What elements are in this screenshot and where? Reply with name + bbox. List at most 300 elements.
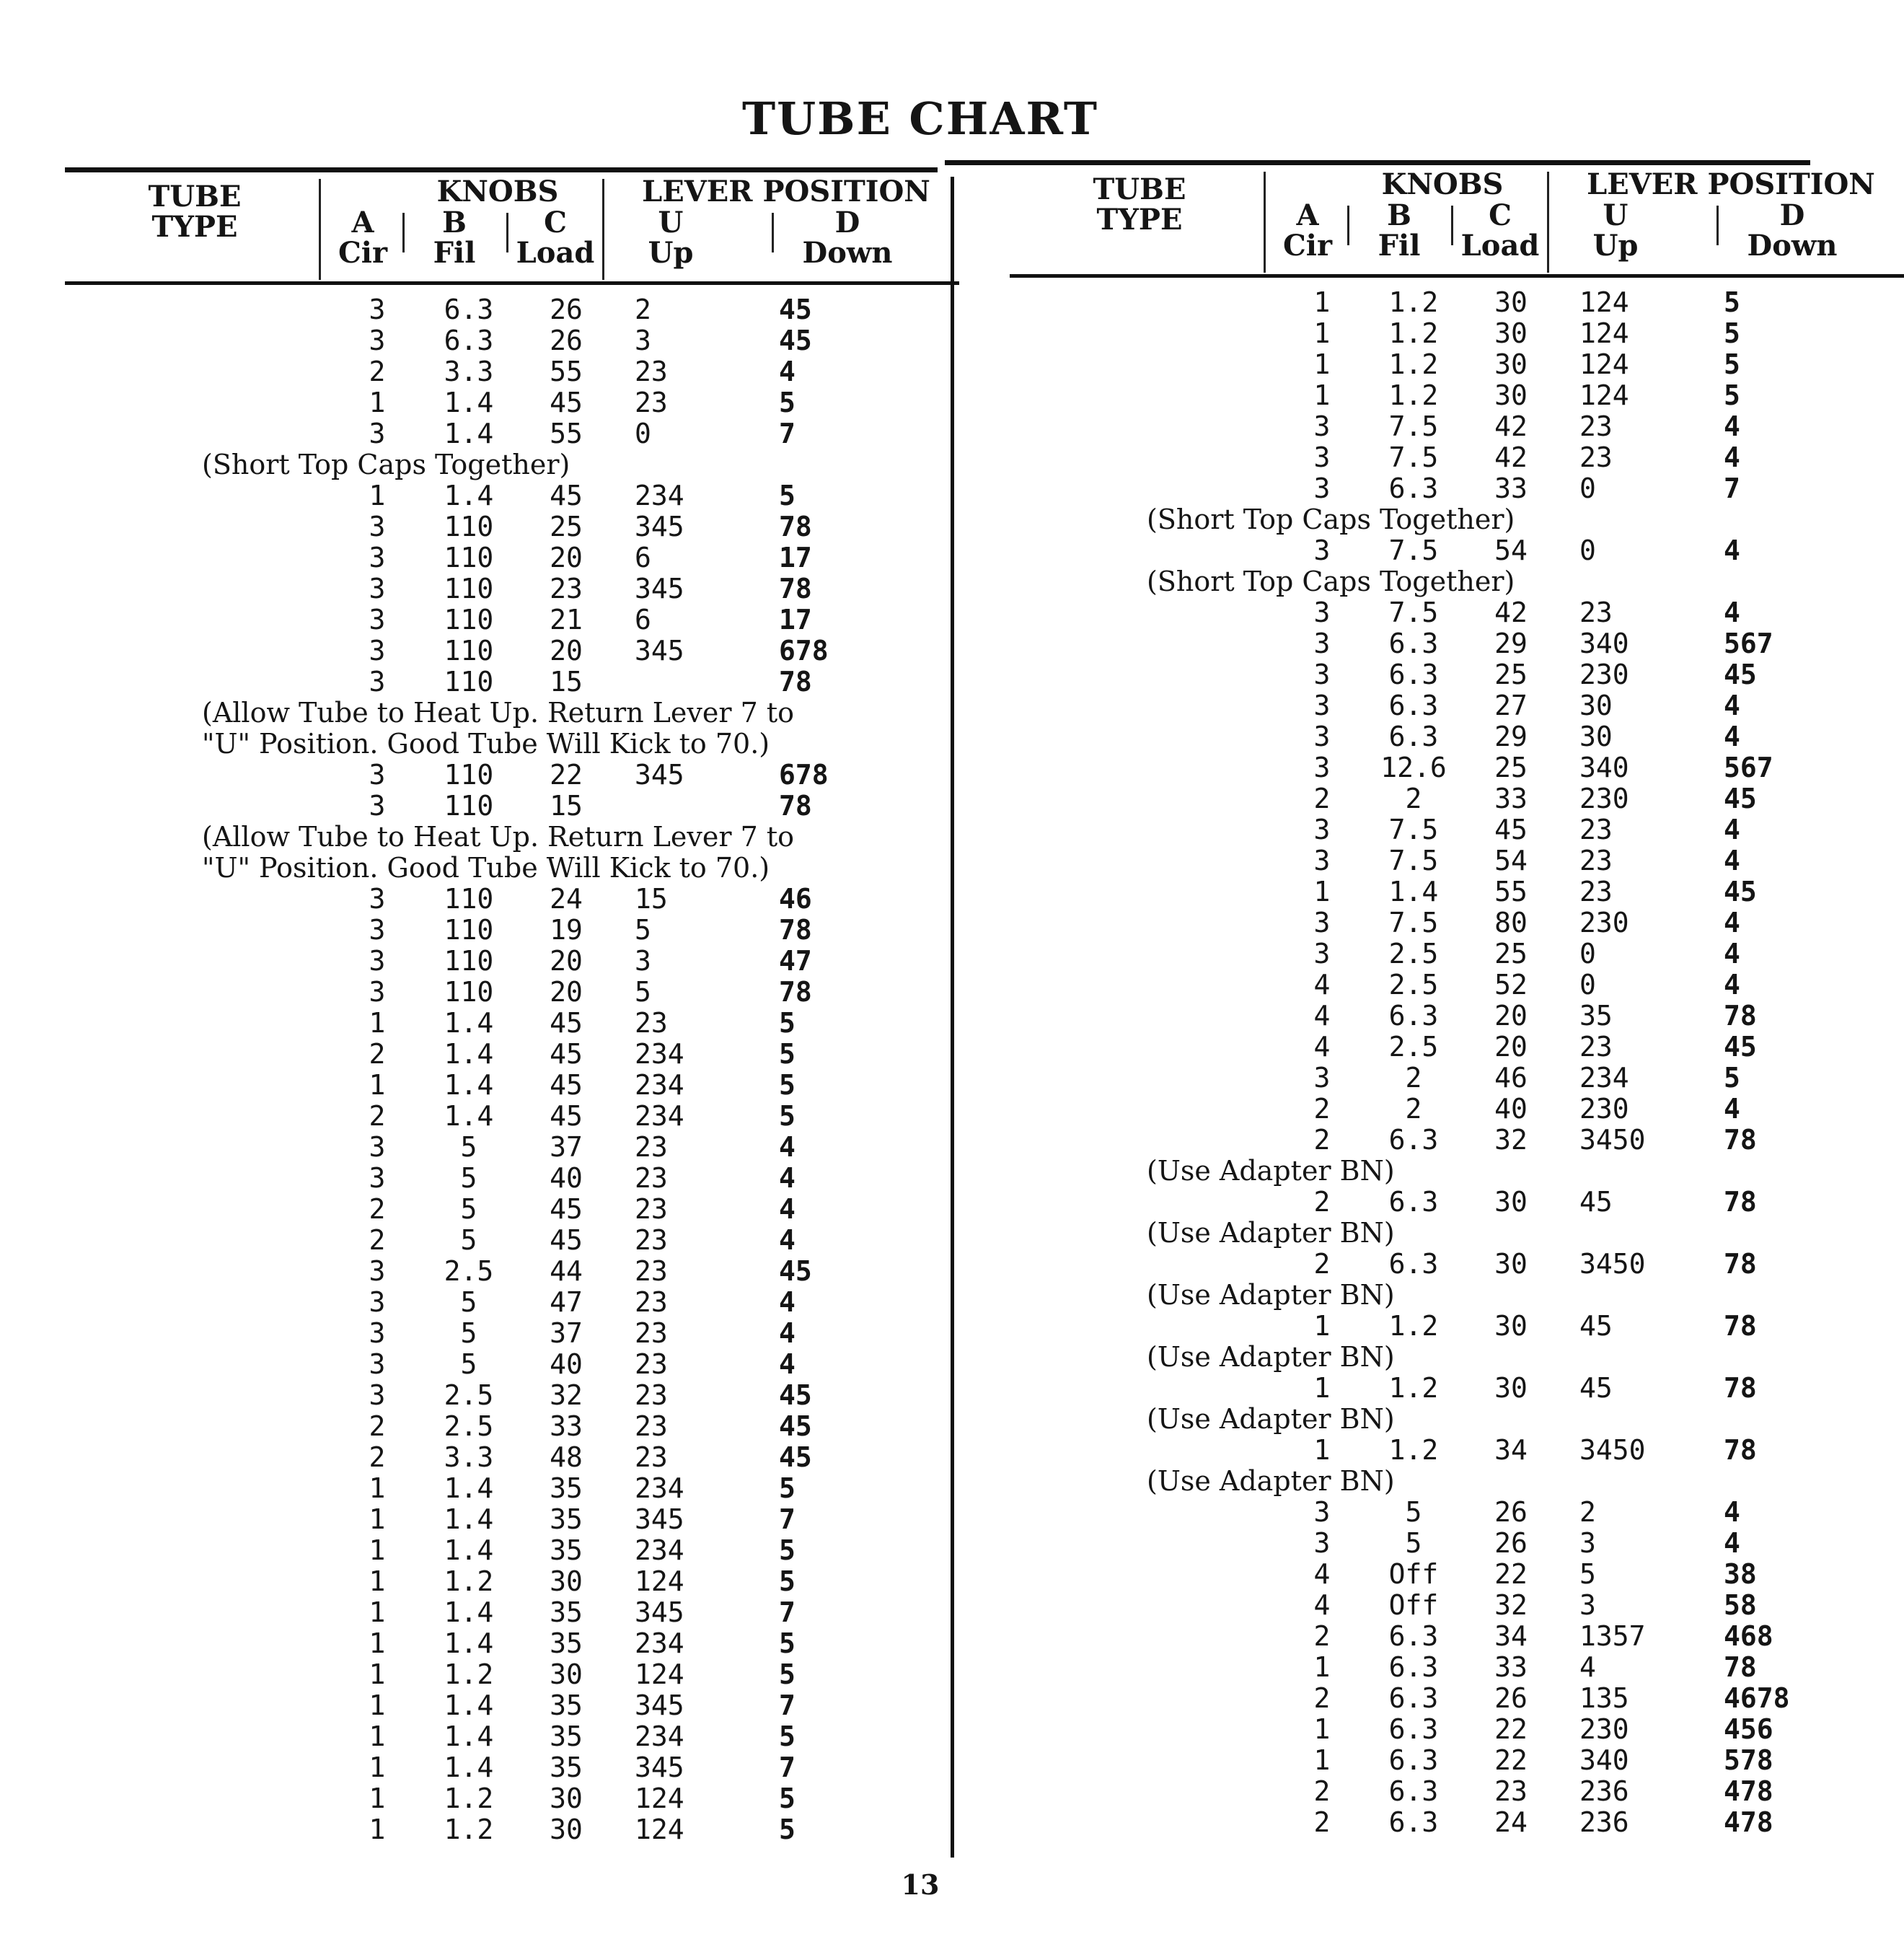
- table-row: [1010, 628, 1904, 659]
- cell-a: 3: [1313, 938, 1331, 970]
- cell-d: 4: [779, 1348, 795, 1380]
- cell-b: 110: [444, 914, 494, 946]
- cell-b: 6.3: [1388, 1651, 1439, 1683]
- cell-a: 1: [369, 480, 386, 511]
- cell-a: 3: [1313, 907, 1331, 939]
- cell-c: 47: [550, 1286, 583, 1318]
- cell-c: 33: [550, 1410, 583, 1442]
- cell-d: 78: [1724, 1310, 1757, 1342]
- cell-u: 234: [635, 1069, 684, 1101]
- table-row: [1010, 1559, 1904, 1590]
- cell-u: 124: [1579, 317, 1629, 349]
- cell-d: 5: [779, 1720, 795, 1752]
- cell-c: 26: [1494, 1527, 1528, 1559]
- cell-b: 110: [444, 945, 494, 977]
- cell-b: 7.5: [1388, 845, 1439, 876]
- col-u-header: U Up: [648, 206, 694, 270]
- cell-c: 45: [550, 1069, 583, 1101]
- cell-d: 4: [1724, 690, 1740, 721]
- left-table-body: [65, 294, 959, 1845]
- cell-d: 45: [779, 294, 812, 325]
- cell-c: 55: [550, 418, 583, 449]
- cell-a: 3: [369, 573, 386, 605]
- cell-b: 1.4: [444, 1100, 494, 1132]
- cell-c: 30: [1494, 379, 1528, 411]
- cell-u: 23: [635, 1162, 668, 1194]
- cell-u: 23: [635, 1441, 668, 1473]
- cell-d: 468: [1724, 1620, 1773, 1652]
- cell-u: 124: [1579, 286, 1629, 318]
- col-d-header: D Down: [1747, 198, 1838, 263]
- cell-u: 345: [635, 573, 684, 605]
- cell-b: 1.4: [444, 1720, 494, 1752]
- note-row: [65, 449, 959, 480]
- cell-b: 6.3: [1388, 721, 1439, 752]
- cell-c: 30: [550, 1565, 583, 1597]
- cell-a: 3: [1313, 814, 1331, 845]
- cell-b: 110: [444, 542, 494, 573]
- col-u-header: U Up: [1592, 198, 1639, 263]
- cell-b: 1.4: [444, 1038, 494, 1070]
- cell-d: 4: [1724, 721, 1740, 752]
- cell-u: 23: [1579, 876, 1613, 907]
- cell-c: 42: [1494, 410, 1528, 442]
- table-row: [65, 387, 959, 418]
- cell-a: 2: [369, 1441, 386, 1473]
- cell-d: 5: [779, 1472, 795, 1504]
- note-row: [65, 729, 959, 760]
- cell-b: 2.5: [1388, 938, 1439, 970]
- cell-d: 4: [779, 356, 795, 387]
- cell-c: 45: [1494, 814, 1528, 845]
- cell-d: 4: [1724, 845, 1740, 876]
- table-row: [65, 1535, 959, 1566]
- cell-c: 20: [550, 635, 583, 667]
- cell-a: 3: [369, 294, 386, 325]
- cell-c: 35: [550, 1472, 583, 1504]
- header-divider: [1264, 172, 1266, 273]
- cell-d: 5: [1724, 1062, 1740, 1094]
- cell-b: 7.5: [1388, 410, 1439, 442]
- cell-a: 3: [1313, 597, 1331, 628]
- table-row: [65, 1256, 959, 1287]
- table-row: [1010, 1621, 1904, 1652]
- cell-b: 6.3: [1388, 1124, 1439, 1156]
- cell-d: 5: [1724, 317, 1740, 349]
- row-note: (Short Top Caps Together): [202, 449, 570, 480]
- table-row: [65, 1070, 959, 1101]
- cell-a: 1: [369, 1658, 386, 1690]
- cell-u: 1357: [1579, 1620, 1646, 1652]
- cell-d: 4: [1724, 535, 1740, 566]
- cell-u: 230: [1579, 1093, 1629, 1125]
- cell-b: 5: [460, 1348, 477, 1380]
- cell-b: 6.3: [1388, 1620, 1439, 1652]
- cell-u: 0: [1579, 473, 1596, 504]
- table-row: [65, 791, 959, 822]
- cell-b: 5: [460, 1317, 477, 1349]
- cell-a: 1: [369, 1503, 386, 1535]
- cell-a: 3: [369, 1317, 386, 1349]
- row-note: (Use Adapter BN): [1147, 1465, 1395, 1497]
- table-row: [1010, 318, 1904, 349]
- cell-a: 1: [369, 387, 386, 418]
- cell-b: 6.3: [1388, 1775, 1439, 1807]
- cell-a: 2: [1313, 1620, 1331, 1652]
- cell-a: 1: [1313, 876, 1331, 907]
- cell-c: 25: [1494, 659, 1528, 690]
- knobs-header: KNOBS: [1381, 167, 1504, 201]
- cell-d: 45: [779, 325, 812, 356]
- cell-a: 3: [1313, 473, 1331, 504]
- cell-c: 32: [1494, 1124, 1528, 1156]
- cell-d: 4: [1724, 814, 1740, 845]
- row-note: "U" Position. Good Tube Will Kick to 70.): [202, 852, 770, 884]
- table-row: [1010, 1373, 1904, 1404]
- table-row: [65, 1225, 959, 1256]
- cell-d: 45: [779, 1379, 812, 1411]
- cell-d: 678: [779, 759, 829, 791]
- table-row: [65, 1008, 959, 1039]
- cell-u: 30: [1579, 721, 1613, 752]
- cell-c: 23: [1494, 1775, 1528, 1807]
- cell-u: 23: [635, 356, 668, 387]
- page-number: 13: [901, 1868, 940, 1901]
- table-row: [1010, 845, 1904, 876]
- table-row: [1010, 1497, 1904, 1528]
- cell-a: 1: [1313, 348, 1331, 380]
- cell-a: 1: [369, 1472, 386, 1504]
- cell-u: 345: [635, 635, 684, 667]
- cell-c: 25: [1494, 752, 1528, 783]
- cell-a: 3: [369, 635, 386, 667]
- cell-u: 234: [635, 1720, 684, 1752]
- cell-c: 20: [550, 945, 583, 977]
- cell-a: 1: [369, 1627, 386, 1659]
- cell-d: 78: [779, 976, 812, 1008]
- cell-b: Off: [1388, 1558, 1439, 1590]
- cell-u: 23: [1579, 410, 1613, 442]
- cell-b: 2: [1405, 1062, 1422, 1094]
- cell-c: 54: [1494, 535, 1528, 566]
- cell-a: 3: [369, 1131, 386, 1163]
- table-row: [1010, 1063, 1904, 1094]
- note-row: [1010, 1404, 1904, 1435]
- cell-u: 340: [1579, 628, 1629, 659]
- cell-b: 6.3: [1388, 1000, 1439, 1032]
- table-row: [65, 915, 959, 946]
- cell-c: 26: [550, 325, 583, 356]
- cell-a: 2: [369, 356, 386, 387]
- cell-d: 4: [1724, 1496, 1740, 1528]
- cell-a: 3: [369, 604, 386, 636]
- cell-d: 4: [779, 1193, 795, 1225]
- cell-d: 4: [1724, 410, 1740, 442]
- cell-b: 6.3: [1388, 1682, 1439, 1714]
- cell-c: 22: [1494, 1744, 1528, 1776]
- right-table-body: [1010, 287, 1904, 1838]
- row-note: (Use Adapter BN): [1147, 1403, 1395, 1435]
- cell-c: 24: [550, 883, 583, 915]
- cell-a: 3: [369, 666, 386, 698]
- cell-c: 30: [1494, 348, 1528, 380]
- table-row: [65, 1380, 959, 1411]
- cell-b: 1.2: [1388, 286, 1439, 318]
- cell-u: 234: [635, 1038, 684, 1070]
- cell-b: 1.2: [444, 1814, 494, 1845]
- cell-u: 4: [1579, 1651, 1596, 1683]
- cell-a: 2: [1313, 1186, 1331, 1218]
- table-row: [1010, 659, 1904, 690]
- cell-a: 1: [369, 1565, 386, 1597]
- cell-b: 7.5: [1388, 535, 1439, 566]
- cell-u: 230: [1579, 783, 1629, 814]
- cell-b: 1.4: [444, 1689, 494, 1721]
- cell-a: 1: [369, 1069, 386, 1101]
- cell-d: 4: [779, 1162, 795, 1194]
- cell-d: 5: [1724, 348, 1740, 380]
- cell-u: 234: [1579, 1062, 1629, 1094]
- table-row: [65, 977, 959, 1008]
- table-row: [65, 636, 959, 667]
- cell-b: 6.3: [1388, 1713, 1439, 1745]
- cell-c: 45: [550, 1193, 583, 1225]
- col-d-header: D Down: [802, 206, 893, 270]
- cell-u: 23: [635, 1131, 668, 1163]
- header-rule: [65, 281, 959, 285]
- cell-c: 30: [1494, 1186, 1528, 1218]
- cell-b: 1.4: [1388, 876, 1439, 907]
- table-row: [1010, 349, 1904, 380]
- top-rule-right: [945, 160, 1810, 165]
- cell-d: 5: [779, 1627, 795, 1659]
- cell-u: 45: [1579, 1310, 1613, 1342]
- table-row: [65, 1163, 959, 1194]
- cell-b: 1.2: [1388, 348, 1439, 380]
- table-row: [1010, 535, 1904, 566]
- cell-b: 110: [444, 573, 494, 605]
- cell-b: 110: [444, 790, 494, 822]
- cell-c: 42: [1494, 597, 1528, 628]
- cell-u: 5: [635, 976, 651, 1008]
- cell-b: 1.2: [1388, 1310, 1439, 1342]
- cell-a: 1: [1313, 1310, 1331, 1342]
- cell-a: 3: [1313, 752, 1331, 783]
- cell-u: 234: [635, 1534, 684, 1566]
- cell-c: 46: [1494, 1062, 1528, 1094]
- cell-a: 3: [369, 883, 386, 915]
- cell-c: 55: [550, 356, 583, 387]
- cell-d: 78: [779, 790, 812, 822]
- cell-d: 5: [779, 1814, 795, 1845]
- cell-a: 1: [369, 1783, 386, 1814]
- cell-d: 38: [1724, 1558, 1757, 1590]
- table-row: [1010, 1435, 1904, 1466]
- cell-a: 2: [1313, 1093, 1331, 1125]
- cell-c: 15: [550, 666, 583, 698]
- table-row: [1010, 1652, 1904, 1683]
- table-row: [1010, 1311, 1904, 1342]
- cell-u: 0: [1579, 938, 1596, 970]
- cell-u: 3450: [1579, 1248, 1646, 1280]
- note-row: [65, 853, 959, 884]
- cell-d: 456: [1724, 1713, 1773, 1745]
- cell-a: 1: [1313, 1434, 1331, 1466]
- cell-a: 1: [369, 1596, 386, 1628]
- cell-d: 17: [779, 542, 812, 573]
- cell-d: 45: [1724, 659, 1757, 690]
- cell-d: 7: [779, 1503, 795, 1535]
- cell-a: 2: [1313, 1682, 1331, 1714]
- cell-c: 32: [550, 1379, 583, 1411]
- cell-b: 6.3: [444, 294, 494, 325]
- cell-c: 35: [550, 1627, 583, 1659]
- cell-d: 4: [779, 1224, 795, 1256]
- cell-b: 2: [1405, 1093, 1422, 1125]
- cell-c: 30: [550, 1814, 583, 1845]
- cell-c: 34: [1494, 1620, 1528, 1652]
- cell-b: 6.3: [1388, 1186, 1439, 1218]
- cell-d: 7: [779, 1752, 795, 1783]
- cell-b: 2.5: [444, 1255, 494, 1287]
- cell-b: 1.4: [444, 1007, 494, 1039]
- header-divider: [602, 179, 604, 280]
- table-row: [1010, 876, 1904, 907]
- cell-d: 78: [1724, 1124, 1757, 1156]
- cell-c: 55: [1494, 876, 1528, 907]
- cell-a: 1: [1313, 317, 1331, 349]
- col-b-header: B Fil: [1378, 198, 1421, 263]
- cell-b: 1.4: [444, 1069, 494, 1101]
- cell-b: 1.4: [444, 418, 494, 449]
- cell-u: 0: [1579, 969, 1596, 1001]
- cell-a: 1: [1313, 1372, 1331, 1404]
- cell-b: 2.5: [444, 1410, 494, 1442]
- cell-u: 23: [1579, 597, 1613, 628]
- cell-b: 110: [444, 635, 494, 667]
- row-note: (Use Adapter BN): [1147, 1217, 1395, 1249]
- cell-d: 5: [779, 480, 795, 511]
- cell-a: 3: [369, 976, 386, 1008]
- cell-b: 110: [444, 976, 494, 1008]
- cell-d: 45: [1724, 876, 1757, 907]
- cell-b: 1.2: [1388, 1372, 1439, 1404]
- cell-b: 12.6: [1380, 752, 1447, 783]
- cell-a: 2: [1313, 1248, 1331, 1280]
- cell-b: 1.4: [444, 1503, 494, 1535]
- note-row: [1010, 1156, 1904, 1187]
- cell-u: 230: [1579, 907, 1629, 939]
- cell-d: 78: [1724, 1000, 1757, 1032]
- cell-u: 124: [635, 1783, 684, 1814]
- cell-a: 2: [369, 1038, 386, 1070]
- cell-c: 52: [1494, 969, 1528, 1001]
- cell-a: 4: [1313, 1031, 1331, 1063]
- cell-a: 2: [1313, 783, 1331, 814]
- cell-u: 345: [635, 1503, 684, 1535]
- cell-b: 110: [444, 666, 494, 698]
- col-c-header: C Load: [1460, 198, 1540, 263]
- tube-type-header: TUBE TYPE: [148, 180, 242, 244]
- cell-b: 1.4: [444, 1534, 494, 1566]
- table-row: [65, 1783, 959, 1814]
- table-row: [65, 1349, 959, 1380]
- cell-d: 45: [1724, 1031, 1757, 1063]
- row-note: (Short Top Caps Together): [1147, 566, 1515, 597]
- table-row: [65, 667, 959, 698]
- cell-d: 58: [1724, 1589, 1757, 1621]
- table-row: [65, 294, 959, 325]
- cell-d: 5: [779, 1534, 795, 1566]
- cell-u: 124: [635, 1814, 684, 1845]
- table-row: [1010, 721, 1904, 752]
- cell-u: 3450: [1579, 1124, 1646, 1156]
- cell-b: 5: [1405, 1496, 1422, 1528]
- cell-u: 0: [1579, 535, 1596, 566]
- cell-b: 1.2: [1388, 379, 1439, 411]
- cell-b: 110: [444, 511, 494, 542]
- table-row: [65, 884, 959, 915]
- cell-c: 33: [1494, 783, 1528, 814]
- right-table-header: [1010, 166, 1904, 274]
- cell-c: 37: [550, 1317, 583, 1349]
- cell-u: 6: [635, 604, 651, 636]
- cell-a: 2: [1313, 1124, 1331, 1156]
- cell-b: 6.3: [1388, 473, 1439, 504]
- cell-d: 5: [1724, 379, 1740, 411]
- header-divider: [1716, 206, 1719, 245]
- table-row: [1010, 1094, 1904, 1125]
- cell-a: 1: [1313, 286, 1331, 318]
- cell-c: 40: [1494, 1093, 1528, 1125]
- cell-c: 44: [550, 1255, 583, 1287]
- cell-c: 42: [1494, 441, 1528, 473]
- cell-a: 3: [369, 1379, 386, 1411]
- left-table-header: [65, 173, 959, 281]
- table-row: [65, 1721, 959, 1752]
- cell-a: 1: [1313, 1744, 1331, 1776]
- cell-d: 4: [779, 1131, 795, 1163]
- header-divider: [1347, 206, 1349, 245]
- cell-b: 1.4: [444, 1627, 494, 1659]
- cell-a: 3: [1313, 1496, 1331, 1528]
- cell-d: 78: [779, 573, 812, 605]
- cell-u: 124: [635, 1565, 684, 1597]
- table-row: [65, 1690, 959, 1721]
- cell-c: 30: [1494, 286, 1528, 318]
- cell-a: 3: [1313, 1527, 1331, 1559]
- cell-a: 3: [1313, 1062, 1331, 1094]
- cell-c: 30: [550, 1783, 583, 1814]
- cell-b: Off: [1388, 1589, 1439, 1621]
- table-row: [65, 356, 959, 387]
- cell-a: 2: [369, 1193, 386, 1225]
- cell-d: 78: [779, 666, 812, 698]
- table-row: [1010, 1528, 1904, 1559]
- table-row: [1010, 287, 1904, 318]
- cell-a: 3: [1313, 690, 1331, 721]
- cell-c: 29: [1494, 721, 1528, 752]
- cell-d: 5: [1724, 286, 1740, 318]
- table-row: [65, 325, 959, 356]
- cell-d: 5: [779, 1783, 795, 1814]
- cell-d: 678: [779, 635, 829, 667]
- cell-c: 45: [550, 1224, 583, 1256]
- cell-u: 6: [635, 542, 651, 573]
- cell-b: 6.3: [1388, 1744, 1439, 1776]
- cell-u: 5: [635, 914, 651, 946]
- cell-b: 6.3: [1388, 1806, 1439, 1838]
